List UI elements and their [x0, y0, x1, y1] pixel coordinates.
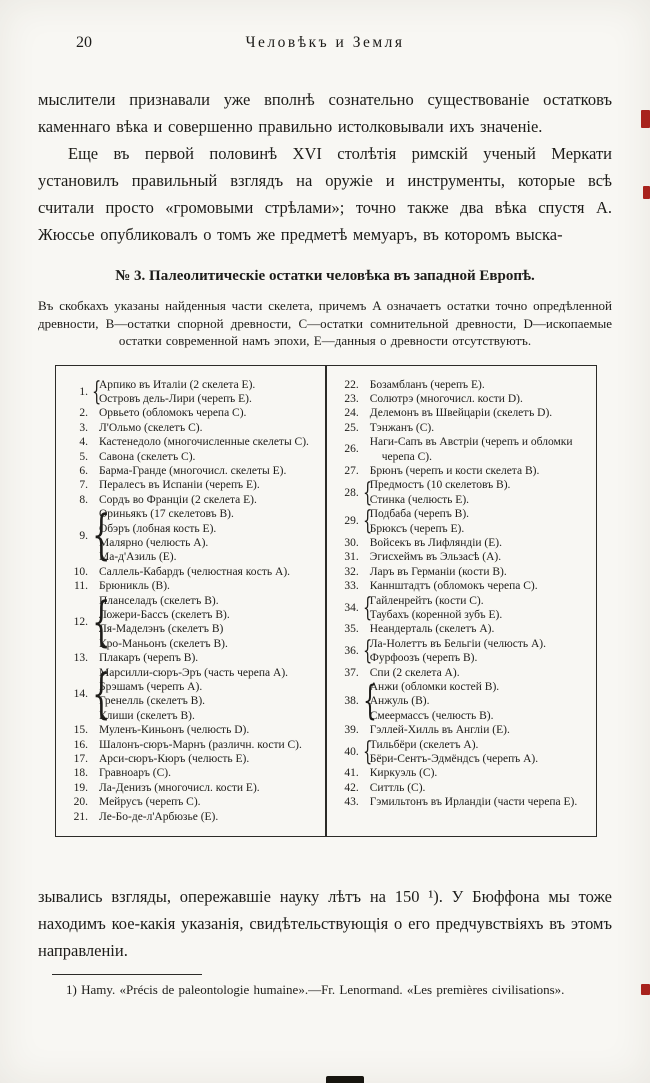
list-item: [62, 723, 319, 737]
entry-text: Гэллей-Хилль въ Англіи (E).: [369, 724, 510, 737]
entry-text: Войсекъ въ Лифляндіи (E).: [369, 536, 502, 549]
entry-number: 13.: [73, 652, 88, 665]
table-heading: № 3. Палеолитическіе остатки человѣка въ западной Европѣ.: [115, 268, 535, 284]
list-item: [333, 634, 590, 666]
entry-number: 20.: [73, 796, 88, 809]
entry-text: Кро-Маньонъ (скелетъ B).: [99, 637, 228, 650]
list-item: [333, 735, 590, 767]
running-head: [38, 0, 612, 58]
entry-text: Смеермассъ (челюсть B).: [369, 709, 494, 722]
entry-lines: [370, 723, 590, 737]
scan-mark-red-top: [641, 110, 650, 128]
entry-text: Ле-Бо-де-л'Арбюзье (E).: [99, 810, 219, 823]
entry-number: 43.: [344, 796, 359, 809]
entry-lines: [370, 565, 590, 579]
entry-number: 24.: [344, 407, 359, 420]
entry-lines: [99, 766, 319, 780]
scan-mark-red-middle: [643, 186, 650, 199]
list-item: [333, 536, 590, 550]
entry-number: 34.: [344, 601, 359, 614]
entry-lines: [370, 421, 590, 435]
list-item: [333, 550, 590, 564]
entry-lines: [99, 565, 319, 579]
entry-text: Барма-Гранде (многочисл. скелеты E).: [99, 464, 287, 477]
entry-lines: [370, 507, 590, 536]
entry-text: Арпико въ Италіи (2 скелета E).: [99, 378, 256, 391]
entry-number: 42.: [344, 781, 359, 794]
entry-text: Гэмильтонъ въ Ирландіи (части черепа E).: [369, 796, 578, 809]
entry-lines: [370, 781, 590, 795]
list-item: [62, 478, 319, 492]
entry-lines: [99, 478, 319, 492]
page-number: 20: [76, 34, 92, 51]
entry-text: Подбаба (черепъ B).: [369, 508, 470, 521]
entry-text: Кастенедоло (многочисленные скелеты C).: [99, 436, 309, 449]
entry-text: Л'Ольмо (скелетъ C).: [99, 421, 203, 434]
brace-glyph: {: [362, 634, 373, 666]
entry-lines: [370, 766, 590, 780]
list-item: [333, 795, 590, 809]
list-item: [62, 781, 319, 795]
entry-number: 39.: [344, 724, 359, 737]
entry-lines: [99, 406, 319, 420]
entry-lines: [370, 536, 590, 550]
list-item: [333, 677, 590, 724]
brace-glyph: {: [92, 375, 102, 407]
entry-lines: [370, 680, 590, 723]
entry-number: 12.: [73, 616, 88, 629]
entry-text: Брюнъ (черепъ и кости скелета B).: [369, 464, 540, 477]
entry-number: 31.: [344, 551, 359, 564]
list-item: [62, 766, 319, 780]
entry-text: Наги-Сапъ въ Австріи (черепъ и обломки черепа C).: [369, 436, 573, 463]
entry-number: 36.: [344, 645, 359, 658]
entry-number: 8.: [79, 493, 88, 506]
entry-text: Фурфоозъ (черепъ B).: [369, 652, 478, 665]
list-item: [62, 738, 319, 752]
entry-number: 25.: [344, 421, 359, 434]
list-item: [62, 421, 319, 435]
entry-text: Ситтль (C).: [369, 781, 426, 794]
list-item: [62, 406, 319, 420]
entry-text: Ларъ въ Германіи (кости B).: [369, 565, 507, 578]
list-item: [62, 565, 319, 579]
entry-text: Бёри-Сентъ-Эдмёндсъ (черепъ A).: [369, 753, 539, 766]
list-item: [333, 766, 590, 780]
entry-number: 16.: [73, 738, 88, 751]
entry-text: Мейрусъ (черепъ C).: [99, 796, 201, 809]
entry-text: Шалонъ-сюръ-Марнъ (различн. кости C).: [99, 738, 302, 751]
entry-text: Ля-Маделэнъ (скелетъ B): [99, 623, 224, 636]
list-item: [333, 781, 590, 795]
entry-text: Спи (2 скелета A).: [369, 666, 460, 679]
entry-number: 28.: [344, 486, 359, 499]
entry-text: Киркуэль (C).: [369, 767, 438, 780]
paleolithic-sites-table: [55, 365, 597, 838]
list-item: [333, 392, 590, 406]
entry-text: Обэръ (лобная кость E).: [99, 522, 217, 535]
list-item: [62, 375, 319, 407]
paragraph-second: Еще въ первой половинѣ XVI столѣтія римскій ученый Меркати установилъ правильный взглядъ на оружіе и инструменты, которые всѣ считали просто «громовыми стрѣлами»; точно также два вѣка спустя А. Жюссье опубликовалъ о томъ же предметѣ мемуаръ, въ которомъ выска-: [38, 144, 612, 244]
entry-text: Стинка (челюсть E).: [369, 493, 470, 506]
entry-number: 27.: [344, 464, 359, 477]
entry-lines: [370, 622, 590, 636]
entry-number: 17.: [73, 753, 88, 766]
entry-lines: [370, 478, 590, 507]
scan-smudge-bottom: [326, 1076, 364, 1083]
entry-number: 5.: [79, 450, 88, 463]
entry-lines: [99, 378, 319, 407]
entry-text: Бозамбланъ (черепъ E).: [369, 378, 485, 391]
entry-lines: [370, 795, 590, 809]
entry-lines: [370, 464, 590, 478]
entry-text: Делемонъ въ Швейцаріи (скелетъ D).: [369, 407, 553, 420]
entry-lines: [370, 666, 590, 680]
list-item: [62, 795, 319, 809]
entry-text: Саллель-Кабардъ (челюстная кость A).: [99, 565, 291, 578]
entry-number: 2.: [79, 407, 88, 420]
entry-lines: [99, 781, 319, 795]
entry-text: Ла-Нолеттъ въ Бельгіи (челюсть A).: [369, 637, 547, 650]
entry-text: Ма-д'Азиль (E).: [99, 551, 177, 564]
entry-text: Гренелль (скелетъ B).: [99, 695, 206, 708]
entry-lines: [370, 579, 590, 593]
entry-text: Арси-сюръ-Кюръ (челюсть E).: [99, 753, 250, 766]
brace-glyph: {: [362, 505, 373, 537]
entry-lines: [370, 378, 590, 392]
entry-text: Пералесъ въ Испаніи (черепъ E).: [99, 479, 260, 492]
list-item: [62, 507, 319, 565]
entry-text: Эгисхеймъ въ Эльзасѣ (A).: [369, 551, 502, 564]
entry-lines: [99, 594, 319, 652]
entry-text: Плакаръ (черепъ B).: [99, 652, 199, 665]
brace-glyph: {: [362, 677, 377, 724]
entry-number: 23.: [344, 392, 359, 405]
list-item: [333, 406, 590, 420]
entry-text: Брэшамъ (черепъ A).: [99, 681, 203, 694]
entry-text: Брюникль (B).: [99, 580, 170, 593]
brace-glyph: {: [362, 591, 373, 623]
list-item: [62, 450, 319, 464]
entry-text: Планселадъ (скелетъ B).: [99, 594, 219, 607]
entry-number: 26.: [344, 443, 359, 456]
entry-number: 29.: [344, 515, 359, 528]
list-item: [333, 565, 590, 579]
entry-text: Каннштадтъ (обломокъ черепа C).: [369, 580, 538, 593]
entry-text: Ложери-Бассъ (скелетъ B).: [99, 609, 230, 621]
entry-text: Малярно (челюсть A).: [99, 536, 209, 549]
entry-lines: [370, 637, 590, 666]
list-item: [333, 421, 590, 435]
entry-number: 4.: [79, 436, 88, 449]
list-item: [333, 378, 590, 392]
entry-text: Анжуль (B).: [369, 695, 430, 708]
entry-number: 9.: [79, 529, 88, 542]
table-column-right: [327, 376, 596, 827]
entry-lines: [99, 795, 319, 809]
entry-text: Ла-Денизъ (многочисл. кости E).: [99, 781, 260, 794]
entry-lines: [99, 507, 319, 565]
entry-number: 21.: [73, 810, 88, 823]
entry-text: Клиши (скелетъ B).: [99, 709, 195, 722]
entry-text: Таубахъ (коренной зубъ E).: [369, 609, 503, 621]
entry-number: 35.: [344, 623, 359, 636]
entry-lines: [99, 651, 319, 665]
entry-number: 1.: [79, 385, 88, 398]
list-item: [333, 435, 590, 464]
list-item: [333, 478, 590, 507]
entry-number: 3.: [79, 421, 88, 434]
list-item: [333, 507, 590, 536]
running-title: Человѣкъ и Земля: [245, 34, 405, 51]
entry-lines: [99, 810, 319, 824]
entry-text: Гайленрейтъ (кости C).: [369, 594, 484, 607]
entry-number: 30.: [344, 536, 359, 549]
entry-lines: [99, 752, 319, 766]
entry-lines: [99, 579, 319, 593]
entry-text: Савона (скелетъ C).: [99, 450, 196, 463]
entry-number: 41.: [344, 767, 359, 780]
entry-text: Гравноаръ (C).: [99, 767, 171, 780]
entry-number: 38.: [344, 695, 359, 708]
entry-text: Тэнжанъ (C).: [369, 421, 435, 434]
entry-number: 7.: [79, 479, 88, 492]
entry-lines: [370, 738, 590, 767]
entry-text: Анжи (обломки костей B).: [369, 681, 500, 694]
entry-number: 18.: [73, 767, 88, 780]
entry-number: 19.: [73, 781, 88, 794]
entry-lines: [99, 723, 319, 737]
entry-text: Муленъ-Киньонъ (челюсть D).: [99, 724, 250, 737]
entry-text: Ориньякъ (17 скелетовъ B).: [99, 508, 234, 521]
entry-text: Марсилли-сюръ-Эръ (часть черепа A).: [99, 666, 289, 679]
entry-lines: [99, 435, 319, 449]
list-item: [62, 752, 319, 766]
footnote-text: 1) Hamy. «Précis de paleontologie humaine».—Fr. Lenormand. «Les premières civilisations».: [66, 982, 565, 998]
entry-text: Солютрэ (многочисл. кости D).: [369, 392, 523, 405]
entry-lines: [99, 450, 319, 464]
entry-lines: [99, 738, 319, 752]
brace-glyph: {: [92, 591, 111, 653]
entry-text: Островъ дель-Лири (черепъ E).: [99, 392, 252, 405]
entry-number: 15.: [73, 724, 88, 737]
entry-lines: [370, 550, 590, 564]
entry-number: 6.: [79, 464, 88, 477]
entry-number: 10.: [73, 565, 88, 578]
paragraph-top: мыслители признавали уже вполнѣ сознательно существованіе остатковъ каменнаго вѣка и совершенно правильно истолковывали ихъ значеніе.: [38, 90, 612, 136]
brace-glyph: {: [362, 735, 373, 767]
entry-text: Сордъ во Франціи (2 скелета E).: [99, 493, 257, 506]
list-item: [62, 663, 319, 725]
entry-lines: [99, 421, 319, 435]
entry-lines: [370, 594, 590, 623]
entry-number: 40.: [344, 745, 359, 758]
list-item: [333, 591, 590, 623]
entry-text: Тильбёри (скелетъ A).: [369, 738, 479, 751]
entry-text: Орвьето (обломокъ черепа C).: [99, 407, 247, 420]
entry-text: Предмостъ (10 скелетовъ B).: [369, 479, 511, 492]
entry-text: Неандерталь (скелетъ A).: [369, 623, 495, 636]
entry-lines: [370, 435, 590, 464]
entry-lines: [370, 392, 590, 406]
paragraph-bottom: зывались взгляды, опережавшіе науку лѣтъ на 150 ¹). У Бюффона мы тоже находимъ кое-какія указанія, свидѣтельствующія о его предчувствіяхъ въ этомъ направленіи.: [38, 887, 612, 961]
list-item: [62, 591, 319, 653]
brace-glyph: {: [92, 663, 111, 725]
list-item: [62, 810, 319, 824]
entry-number: 37.: [344, 666, 359, 679]
list-item: [62, 435, 319, 449]
scan-mark-red-bottom: [641, 984, 650, 995]
brace-glyph: {: [362, 476, 373, 508]
entry-text: Брюксъ (черепъ E).: [369, 522, 465, 535]
entry-number: 14.: [73, 688, 88, 701]
table-column-left: [56, 376, 325, 827]
brace-glyph: {: [92, 505, 111, 567]
entry-lines: [99, 666, 319, 724]
entry-number: 32.: [344, 565, 359, 578]
entry-lines: [370, 406, 590, 420]
entry-number: 33.: [344, 580, 359, 593]
table-note: Въ скобкахъ указаны найденныя части скелета, причемъ A означаетъ остатки точно опредѣленной древности, B—остатки спорной древности, C—остатки сомнительной древности, D—ископаемые остатки современной намъ эпохи, E—данныя о древности отсутствуютъ.: [38, 298, 612, 348]
entry-lines: [99, 464, 319, 478]
list-item: [62, 464, 319, 478]
entry-number: 11.: [74, 580, 88, 593]
footnote-separator: [52, 974, 202, 975]
entry-number: 22.: [344, 378, 359, 391]
entry-lines: [99, 493, 319, 507]
